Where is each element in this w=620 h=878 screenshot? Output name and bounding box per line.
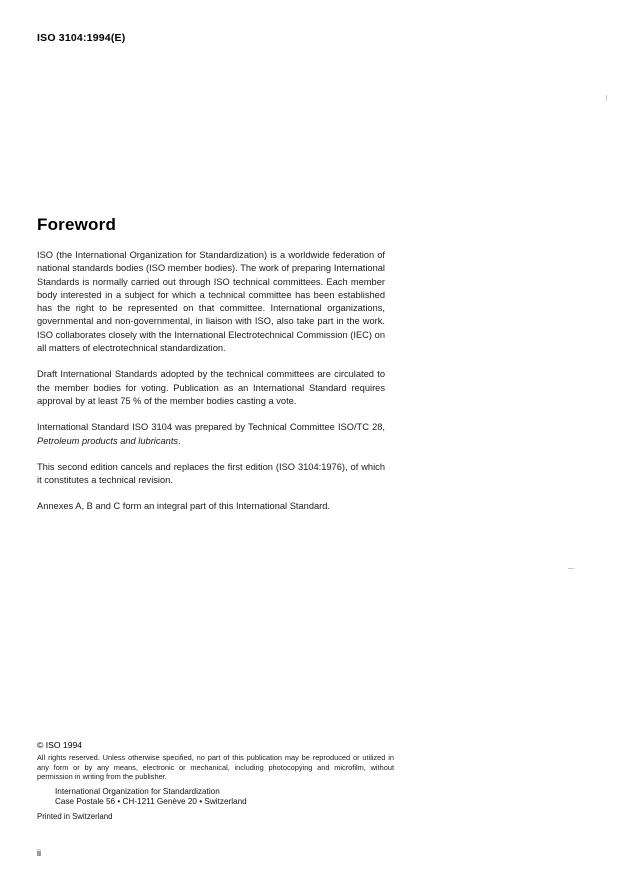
- publisher-postal-address: Case Postale 56 • CH-1211 Genève 20 • Switzerland: [55, 797, 247, 807]
- paragraph-1: ISO (the International Organization for Standardization) is a worldwide federation of national standards bodies (ISO member bodies). The work of preparing International Standards is normally carried out through ISO technical committees. Each member body interested in a subject for which a technical committee has been established has the right to be represented on that committee. International organizations, governmental and non-governmental, in liaison with ISO, also take part in the work. ISO collaborates closely with the International Electrotechnical Commission (IEC) on all matters of electrotechnical standardization.: [37, 250, 385, 354]
- copyright-line: © ISO 1994: [37, 740, 83, 750]
- section-title-foreword: Foreword: [37, 215, 117, 234]
- prepared-by-committee-scope: Petroleum products and lubricants: [37, 435, 179, 446]
- margin-tick-top-right: [606, 95, 607, 101]
- paragraph-2: Draft International Standards adopted by the technical committees are circulated to the member bodies for voting. Publication as an International Standard requires approval by at least 75 % of the member bodies casting a vote.: [37, 369, 385, 406]
- page-footer: [37, 740, 397, 822]
- prepared-by-text-before: International Standard ISO 3104 was prepared by Technical Committee ISO/TC 28,: [37, 422, 385, 433]
- publisher-organization: International Organization for Standardization: [55, 786, 220, 796]
- rights-statement: All rights reserved. Unless otherwise specified, no part of this publication may be reproduced or utilized in any form or by any means, electronic or mechanical, including photocopying and microfilm, without permission in writing from the publisher.: [37, 753, 394, 782]
- page-number: ii: [37, 848, 41, 858]
- paragraph-3: This second edition cancels and replaces the first edition (ISO 3104:1976), of which it constitutes a technical revision.: [37, 461, 385, 486]
- foreword-body: [37, 249, 385, 514]
- publisher-address: [55, 787, 397, 808]
- document-header-id: ISO 3104:1994(E): [37, 32, 126, 44]
- prepared-by-text-after: .: [178, 435, 181, 446]
- paragraph-4: Annexes A, B and C form an integral part of this International Standard.: [37, 501, 331, 512]
- margin-tick-mid-right: [568, 568, 574, 569]
- paragraph-prepared-by: [37, 421, 385, 448]
- printed-in-line: Printed in Switzerland: [37, 811, 113, 821]
